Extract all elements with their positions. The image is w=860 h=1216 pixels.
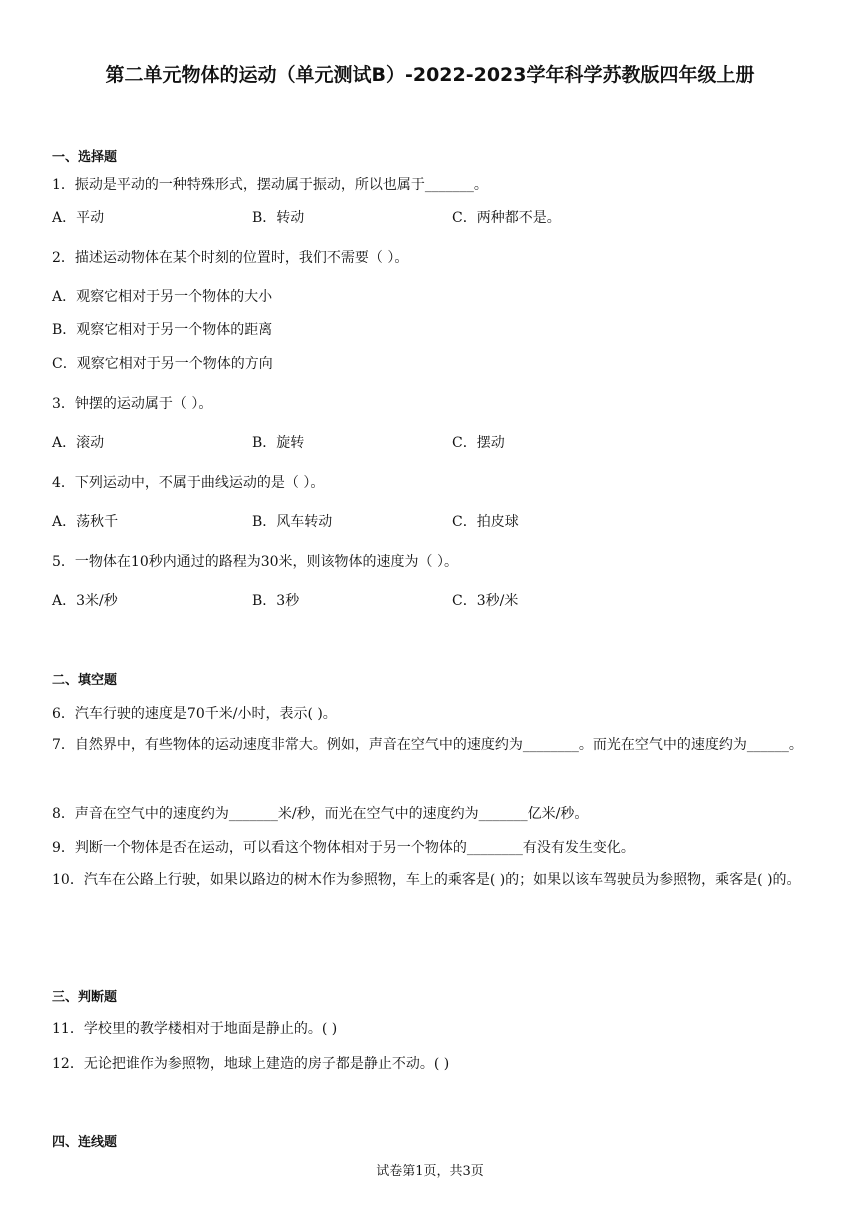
question-3: 3．钟摆的运动属于（ ）。: [52, 396, 213, 412]
q4-option-b: B．风车转动: [252, 514, 333, 530]
question-12: 12．无论把谁作为参照物，地球上建造的房子都是静止不动。( ): [52, 1056, 450, 1072]
section-heading-match: 四、连线题: [52, 1135, 118, 1150]
question-2: 2．描述运动物体在某个时刻的位置时，我们不需要（ ）。: [52, 250, 409, 266]
section-heading-fill: 二、填空题: [52, 673, 118, 688]
question-8: 8．声音在空气中的速度约为_______米/秒，而光在空气中的速度约为_______亿米/秒。: [52, 806, 589, 822]
q5-option-a: A．3米/秒: [52, 593, 118, 609]
q3-option-a: A．滚动: [52, 435, 105, 451]
q1-option-c: C．两种都不是。: [452, 210, 561, 226]
q5-option-b: B．3秒: [252, 593, 300, 609]
q2-option-c: C．观察它相对于另一个物体的方向: [52, 356, 273, 372]
q5-option-c: C．3秒/米: [452, 593, 519, 609]
section-heading-choice: 一、选择题: [52, 150, 118, 165]
question-7: 7．自然界中，有些物体的运动速度非常大。例如，声音在空气中的速度约为________。而光在空气中的速度约为______。: [52, 737, 803, 753]
question-4: 4．下列运动中，不属于曲线运动的是（ ）。: [52, 475, 325, 491]
question-9: 9．判断一个物体是否在运动，可以看这个物体相对于另一个物体的________有没有发生变化。: [52, 840, 635, 856]
question-11: 11．学校里的教学楼相对于地面是静止的。( ): [52, 1021, 338, 1037]
q1-option-a: A．平动: [52, 210, 105, 226]
q4-option-a: A．荡秋千: [52, 514, 119, 530]
q3-option-b: B．旋转: [252, 435, 305, 451]
question-5: 5．一物体在10秒内通过的路程为30米，则该物体的速度为（ ）。: [52, 554, 458, 570]
page-title: 第二单元物体的运动（单元测试B）-2022-2023学年科学苏教版四年级上册: [105, 64, 755, 86]
page-footer: 试卷第1页，共3页: [376, 1164, 484, 1179]
q3-option-c: C．摆动: [452, 435, 505, 451]
q2-option-b: B．观察它相对于另一个物体的距离: [52, 322, 273, 338]
question-6: 6．汽车行驶的速度是70千米/小时，表示( )。: [52, 706, 337, 722]
question-10: 10．汽车在公路上行驶，如果以路边的树木作为参照物，车上的乘客是( )的；如果以该车驾驶员为参照物，乘客是( )的。: [52, 872, 801, 888]
section-heading-judge: 三、判断题: [52, 990, 118, 1005]
q4-option-c: C．拍皮球: [452, 514, 519, 530]
q1-option-b: B．转动: [252, 210, 305, 226]
question-1: 1．振动是平动的一种特殊形式，摆动属于振动，所以也属于_______。: [52, 177, 488, 193]
q2-option-a: A．观察它相对于另一个物体的大小: [52, 289, 273, 305]
